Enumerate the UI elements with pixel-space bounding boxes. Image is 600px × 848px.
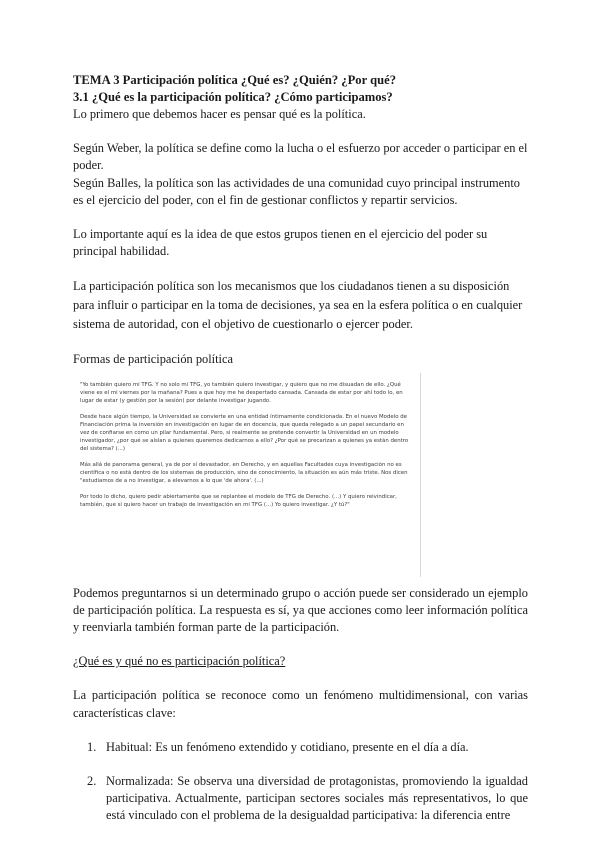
paragraph-groups: Lo importante aquí es la idea de que estos grupos tienen en el ejercicio del poder su principal habilidad. xyxy=(73,227,488,259)
list-item xyxy=(73,773,528,825)
section-title-what: ¿Qué es y qué no es participación política? xyxy=(73,654,286,669)
list-item-text: Habitual: Es un fenómeno extendido y cotidiano, presente en el día a día. xyxy=(106,739,469,754)
page-title: TEMA 3 Participación política ¿Qué es? ¿Quién? ¿Por qué? xyxy=(73,73,397,87)
list-number: 1. xyxy=(87,739,97,754)
list-number: 2. xyxy=(87,774,97,789)
characteristics-list xyxy=(73,739,528,825)
quote-image xyxy=(75,373,421,577)
quote-paragraph: Desde hace algún tiempo, la Universidad se convierte en una entidad íntimamente condicionada. En el nuevo Modelo de Financiación prima la inversión en investigación en lugar de en docencia, que queda relegado a un papel secundario en vez de confiarse en como un pilar fundamental. Pero, si realmente se pretende convertir la Universidad en un modelo investigador, ¿por qué se aíslan a quienes queremos dedicarnos a ello? ¿Por qué se precarizan a quienes ya están dentro del sistema? (...) xyxy=(80,413,409,452)
quote-paragraph: Más allá de panorama general, ya de por sí devastador, en Derecho, y en aquellas Facultades cuya investigación no es científica o no está dentro de los sistemas de producción, sino de conocimiento, la situación es aún más triste. Nos dicen "estudiamos de a no investigar, a elevarnos a lo que 'de ahora'. (...) xyxy=(80,461,408,484)
document-content xyxy=(73,72,528,842)
paragraph-balles: Según Balles, la política son las actividades de una comunidad cuyo principal instrumento es el ejercicio del poder, con el fin de gestionar conflictos y repartir servicios. xyxy=(73,175,520,207)
paragraph-definition: La participación política son los mecanismos que los ciudadanos tienen a su disposición para influir o participar en la toma de decisiones, ya sea en la esfera política o en cualquier sistema de autoridad, con el objetivo de cuestionarlo o ejercer poder. xyxy=(73,279,523,332)
paragraph-question: Podemos preguntarnos si un determinado grupo o acción puede ser considerado un ejemplo de participación política. La respuesta es sí, ya que acciones como leer información política y reenviarla también forman parte de la participación. xyxy=(73,585,528,635)
paragraph-politics-intro: Lo primero que debemos hacer es pensar qué es la política. xyxy=(73,107,366,121)
list-item xyxy=(73,739,528,756)
list-item-text: Normalizada: Se observa una diversidad de protagonistas, promoviendo la igualdad participativa. Actualmente, participan sectores sociales más representativos, lo que está vinculado con el problema de la desigualdad participativa: la diferencia entre xyxy=(106,774,528,823)
paragraph-multidimensional: La participación política se reconoce como un fenómeno multidimensional, con varias características clave: xyxy=(73,688,528,720)
section-title-forms: Formas de participación política xyxy=(73,352,233,367)
quote-paragraph: "Yo también quiero mi TFG. Y no solo mi TFG, yo también quiero investigar, y quiero que no me disuadan de ello. ¿Qué viene es el mi viernes por la mañana? Pues a que hoy me he despertado cansada. Cansada de estar por ahí todo lo, en lugar de estar (y gestión por la sesión) por delante investigar jugando. xyxy=(80,381,403,404)
quote-paragraph: Por todo lo dicho, quiero pedir abiertamente que se replantee el modelo de TFG de Derecho. (...) Y quiero reivindicar, también, que sí quiero hacer un trabajo de investigación en mi TFG (...) Yo quiero investigar. ¿Y tú?" xyxy=(80,493,397,508)
paragraph-weber: Según Weber, la política se define como la lucha o el esfuerzo por acceder o participar en el poder. xyxy=(73,141,528,173)
section-subtitle: 3.1 ¿Qué es la participación política? ¿Cómo participamos? xyxy=(73,90,393,104)
